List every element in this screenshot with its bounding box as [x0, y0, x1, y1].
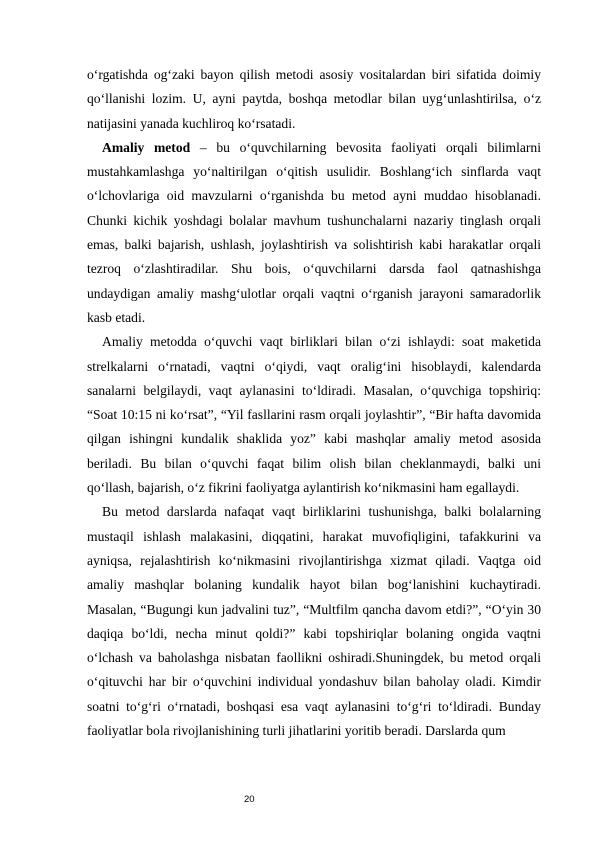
- paragraph-text: o‘rgatishda og‘zaki bayon qilish metodi asosiy vositalardan biri sifatida doimiy qo‘llanishi lozim. U, ayni paytda, boshqa metodlar bilan uyg‘unlashtirilsa, o‘z natijasini yanada kuchliroq ko‘rsatadi.: [87, 67, 541, 131]
- paragraph-text: Amaliy metodda o‘quvchi vaqt birliklari bilan o‘zi ishlaydi: soat maketida strelkalarni o‘rnatadi, vaqtni o‘qiydi, vaqt oralig‘ini hisoblaydi, kalendarda sanalarni belgilaydi, vaqt aylanasini to‘ldiradi. Masalan, o‘quvchiga topshiriq: “Soat 10:15 ni ko‘rsat”, “Yil fasllarini rasm orqali joylashtir”, “Bir hafta davomida qilgan ishingni kundalik shaklida yoz” kabi mashqlar amaliy metod asosida beriladi. Bu bilan o‘quvchi faqat bilim olish bilan cheklanmaydi, balki uni qo‘llash, bajarish, o‘z fikrini faoliyatga aylantirish ko‘nikmasini ham egallaydi.: [87, 334, 541, 496]
- paragraph-practical-method-examples: [87, 330, 541, 500]
- paragraph-practical-method-benefits: [87, 500, 541, 743]
- page-number: 20: [244, 794, 255, 805]
- paragraph-text: Bu metod darslarda nafaqat vaqt birliklarini tushunishga, balki bolalarning mustaqil ishlash malakasini, diqqatini, harakat muvofiqligini, tafakkurini va ayniqsa, rejalashtirish ko‘nikmasini rivojlantirishga xizmat qiladi. Vaqtga oid amaliy mashqlar bolaning kundalik hayot bilan bog‘lanishini kuchaytiradi. Masalan, “Bugungi kun jadvalini tuz”, “Multfilm qancha davom etdi?”, “O‘yin 30 daqiqa bo‘ldi, necha minut qoldi?” kabi topshiriqlar bolaning ongida vaqtni o‘lchash va baholashga nisbatan faollikni oshiradi.Shuningdek, bu metod orqali o‘qituvchi har bir o‘quvchini individual yondashuv bilan baholay oladi. Kimdir soatni to‘g‘ri o‘rnatadi, boshqasi esa vaqt aylanasini to‘g‘ri to‘ldiradi. Bunday faoliyatlar bola rivojlanishining turli jihatlarini yoritib beradi. Darslarda qum: [87, 504, 541, 739]
- paragraph-oral-method-conclusion: [87, 63, 541, 136]
- paragraph-text: – bu o‘quvchilarning bevosita faoliyati orqali bilimlarni mustahkamlashga yo‘naltirilgan o‘qitish usulidir. Boshlang‘ich sinflarda vaqt o‘lchovlariga oid mavzularni o‘rganishda bu metod ayni muddao hisoblanadi. Chunki kichik yoshdagi bolalar mavhum tushunchalarni nazariy tinglash orqali emas, balki bajarish, ushlash, joylashtirish va solishtirish kabi harakatlar orqali tezroq o‘zlashtiradilar. Shu bois, o‘quvchilarni darsda faol qatnashishga undaydigan amaliy mashg‘ulotlar orqali vaqtni o‘rganish jarayoni samaradorlik kasb etadi.: [87, 139, 541, 325]
- page-body: [87, 63, 541, 743]
- term-practical-method: Amaliy metod: [102, 139, 191, 155]
- paragraph-practical-method-definition: [87, 136, 541, 330]
